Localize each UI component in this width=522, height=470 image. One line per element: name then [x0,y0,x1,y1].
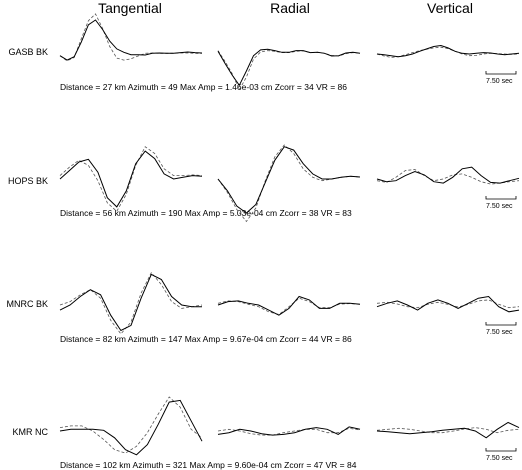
observed-trace [377,46,519,57]
observed-trace [218,147,360,213]
observed-trace [60,274,202,330]
station-info-line: Distance = 82 km Azimuth = 147 Max Amp = 9.67e-04 cm Zcorr = 44 VR = 86 [60,334,352,344]
station-label: KMR NC [12,427,48,437]
observed-trace [60,20,202,60]
station-info-line: Distance = 56 km Azimuth = 190 Max Amp = 5.03e-04 cm Zcorr = 38 VR = 83 [60,208,352,218]
station-label: GASB BK [8,47,48,57]
time-scale-bar [486,322,516,325]
station-info-line: Distance = 102 km Azimuth = 321 Max Amp = 9.60e-04 cm Zcorr = 47 VR = 84 [60,460,357,470]
time-scale-bar [486,196,516,199]
station-info-line: Distance = 27 km Azimuth = 49 Max Amp = 1.46e-03 cm Zcorr = 34 VR = 86 [60,82,348,92]
time-scale-label: 7.50 sec [486,329,513,336]
time-scale-label: 7.50 sec [486,455,513,462]
synthetic-trace [60,147,202,212]
station-label: MNRC BK [6,299,48,309]
synthetic-trace [218,145,360,222]
time-scale-label: 7.50 sec [486,78,513,85]
synthetic-trace [60,14,202,61]
observed-trace [377,423,519,438]
time-scale-label: 7.50 sec [486,203,513,210]
synthetic-trace [377,47,519,57]
time-scale-bar [486,448,516,451]
synthetic-trace [60,397,202,453]
synthetic-trace [218,51,360,90]
observed-trace [377,167,519,183]
column-header-radial: Radial [270,0,310,16]
column-header-tangential: Tangential [98,0,162,16]
time-scale-bar [486,71,516,74]
column-header-vertical: Vertical [427,0,473,16]
observed-trace [218,49,360,85]
synthetic-trace [377,170,519,185]
station-label: HOPS BK [7,176,48,186]
observed-trace [218,297,360,316]
